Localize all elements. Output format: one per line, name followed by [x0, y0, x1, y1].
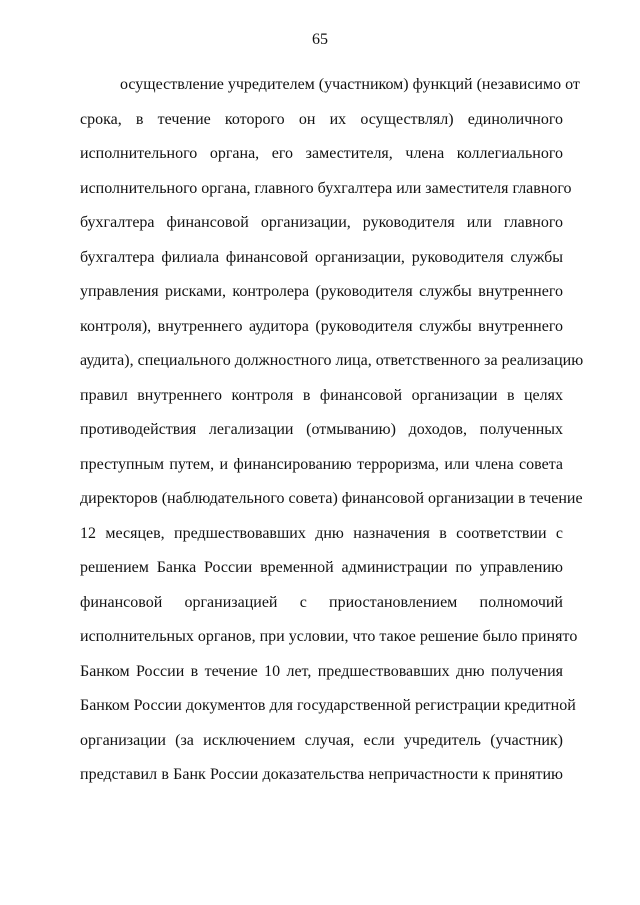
- text-line: директоров (наблюдательного совета) финансовой организации в течение: [80, 490, 583, 507]
- text-line: финансовой организацией с приостановлением полномочий: [80, 593, 563, 611]
- text-line: исполнительного органа, главного бухгалтера или заместителя главного: [80, 179, 572, 197]
- text-line: 12 месяцев, предшествовавших дню назначения в соответствии с: [80, 524, 563, 542]
- text-line: Банком России в течение 10 лет, предшествовавших дню получения: [80, 662, 563, 680]
- body-paragraph: [80, 68, 584, 793]
- text-line: управления рисками, контролера (руководителя службы внутреннего: [80, 283, 563, 300]
- text-line: срока, в течение которого он их осуществлял) единоличного: [80, 110, 563, 128]
- text-line: представил в Банк России доказательства непричастности к принятию: [80, 766, 563, 783]
- text-line: бухгалтера филиала финансовой организации, руководителя службы: [80, 248, 563, 266]
- text-line: правил внутреннего контроля в финансовой организации в целях: [80, 386, 563, 404]
- text-line: решением Банка России временной администрации по управлению: [80, 559, 563, 576]
- text-line: контроля), внутреннего аудитора (руководителя службы внутреннего: [80, 317, 563, 335]
- text-line: организации (за исключением случая, если учредитель (участник): [80, 731, 563, 749]
- text-line: бухгалтера финансовой организации, руководителя или главного: [80, 214, 563, 231]
- text-line: противодействия легализации (отмыванию) доходов, полученных: [80, 421, 563, 438]
- text-line: преступным путем, и финансированию терроризма, или члена совета: [80, 455, 563, 473]
- text-line: Банком России документов для государственной регистрации кредитной: [80, 697, 576, 714]
- text-line: исполнительных органов, при условии, что такое решение было принято: [80, 628, 578, 645]
- page-number: 65: [312, 31, 328, 48]
- text-line: исполнительного органа, его заместителя, члена коллегиального: [80, 145, 563, 162]
- text-line: аудита), специального должностного лица, ответственного за реализацию: [80, 352, 584, 369]
- text-line: осуществление учредителем (участником) функций (независимо от: [120, 76, 580, 93]
